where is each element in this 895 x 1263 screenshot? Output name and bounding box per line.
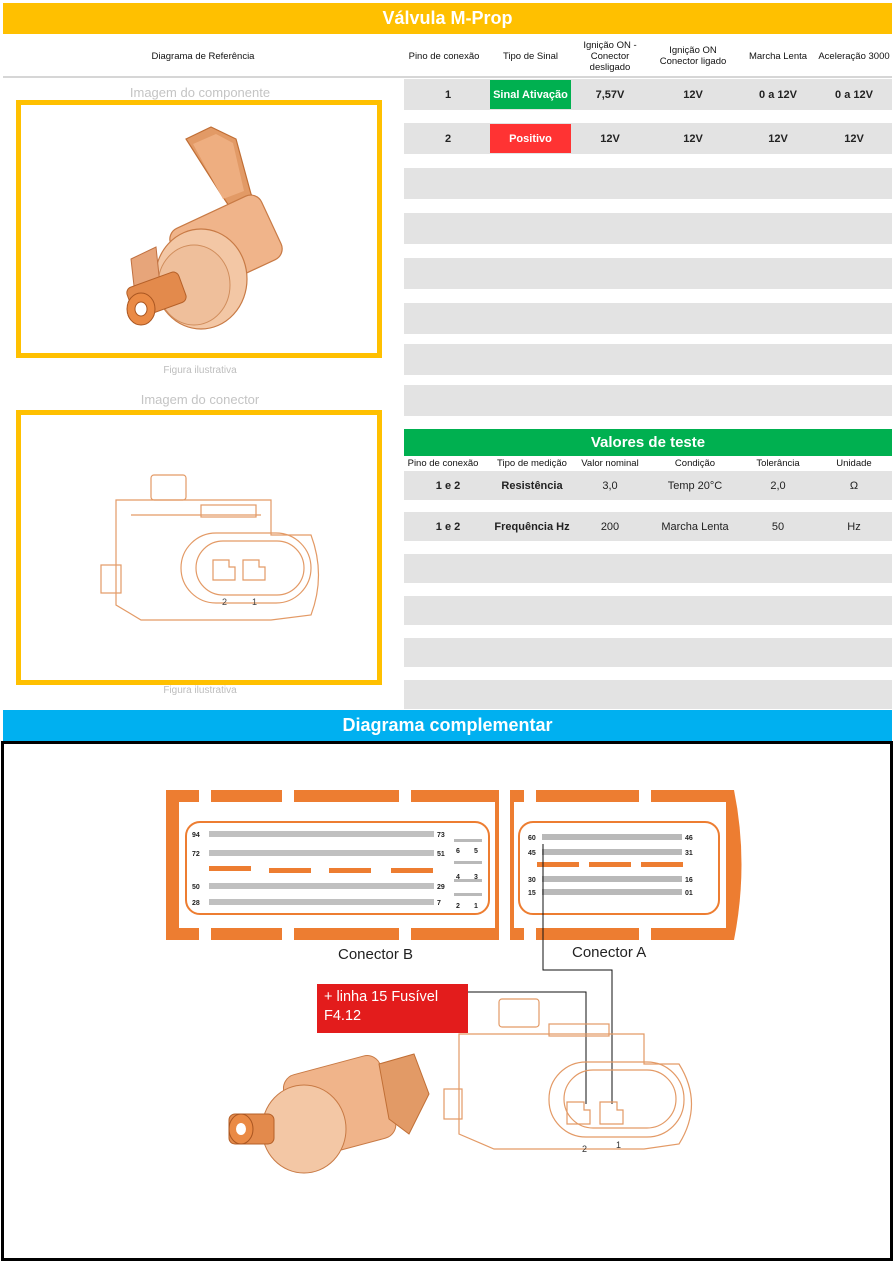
complementary-diagram (1, 741, 893, 1261)
col-signal-header: Tipo de Sinal (502, 50, 559, 62)
complementary-title: Diagrama complementar (3, 710, 892, 741)
pin-num-b: 28 (192, 900, 200, 907)
test-nominal-cell: 200 (600, 520, 620, 533)
idle-cell: 12V (768, 132, 788, 145)
connector-image-frame (16, 410, 382, 685)
empty-row (404, 344, 892, 375)
idle-cell: 0 a 12V (759, 88, 797, 101)
test-col-header: Tipo de medição (497, 458, 567, 469)
pin-num-b: 51 (437, 851, 445, 858)
connector-image-label: Imagem do conector (140, 392, 260, 407)
empty-row (404, 596, 892, 625)
component-caption: Figura ilustrativa (163, 365, 237, 376)
connector-illustration (21, 415, 377, 680)
test-tolerance-cell: 2,0 (770, 479, 786, 492)
pin-num-b: 94 (192, 832, 200, 839)
plug-pin-label-1: 1 (616, 1140, 622, 1150)
col-accel-header: Aceleração 3000 (818, 50, 890, 62)
test-pin-cell: 1 e 2 (435, 479, 461, 492)
test-unit-cell: Ω (849, 479, 859, 492)
connector-a-label: Conector A (572, 944, 647, 961)
pin-cell: 1 (444, 88, 452, 101)
pin-num-b: 1 (474, 903, 478, 910)
component-image-frame (16, 100, 382, 358)
pin-num-b: 50 (192, 884, 200, 891)
pin-cell: 2 (444, 132, 452, 145)
test-tolerance-cell: 50 (771, 520, 785, 533)
ign-on-cell: 12V (683, 88, 703, 101)
test-col-header: Tolerância (756, 458, 800, 469)
empty-row (404, 258, 892, 289)
component-image-label: Imagem do componente (129, 85, 271, 100)
pin-num-b: 72 (192, 851, 200, 858)
pin-num-b: 29 (437, 884, 445, 891)
signal-badge: Sinal Ativação (490, 80, 571, 109)
empty-row (404, 638, 892, 667)
ign-on-cell: 12V (683, 132, 703, 145)
pin-num-b: 4 (456, 874, 460, 881)
pin-num-a: 60 (528, 835, 536, 842)
table-row (404, 123, 892, 154)
pin-num-a: 31 (685, 850, 693, 857)
header-divider (3, 76, 892, 78)
col-pin-header: Pino de conexão (408, 50, 480, 62)
accel-cell: 12V (844, 132, 864, 145)
pin-num-a: 16 (685, 877, 693, 884)
test-unit-cell: Hz (847, 520, 861, 533)
test-col-header: Valor nominal (581, 458, 639, 469)
table-row (404, 471, 892, 500)
col-ign-off-header: Ignição ON - Conector desligado (583, 39, 637, 73)
empty-row (404, 168, 892, 199)
empty-row (404, 213, 892, 244)
fuse-label-line1: + linha 15 Fusível (324, 989, 439, 1005)
pin-num-b: 5 (474, 848, 478, 855)
table-row (404, 512, 892, 541)
pin-num-b: 73 (437, 832, 445, 839)
pin-num-a: 45 (528, 850, 536, 857)
test-col-header: Condição (674, 458, 716, 469)
pin-num-a: 15 (528, 890, 536, 897)
signal-badge: Positivo (490, 124, 571, 153)
test-values-title: Valores de teste (404, 429, 892, 456)
connector-b-label: Conector B (338, 946, 414, 963)
table-row (404, 79, 892, 110)
ign-off-cell: 12V (600, 132, 620, 145)
test-condition-cell: Marcha Lenta (661, 520, 729, 533)
test-condition-cell: Temp 20°C (667, 479, 723, 492)
empty-row (404, 554, 892, 583)
col-ign-on-header: Ignição ON Conector ligado (659, 45, 727, 67)
component-illustration (21, 105, 377, 353)
test-pin-cell: 1 e 2 (435, 520, 461, 533)
pin-num-b: 6 (456, 848, 460, 855)
empty-row (404, 680, 892, 709)
connector-caption: Figura ilustrativa (163, 685, 237, 696)
ign-off-cell: 7,57V (595, 88, 625, 101)
pin-num-b: 7 (437, 900, 441, 907)
test-type-cell: Frequência Hz (494, 520, 570, 533)
col-idle-header: Marcha Lenta (748, 50, 808, 62)
page-title: Válvula M-Prop (3, 3, 892, 34)
test-nominal-cell: 3,0 (602, 479, 618, 492)
pin-num-a: 30 (528, 877, 536, 884)
pin-num-a: 46 (685, 835, 693, 842)
fuse-label (317, 984, 468, 1033)
empty-row (404, 385, 892, 416)
fuse-label-line2: F4.12 (324, 1008, 362, 1024)
pin-num-b: 2 (456, 903, 460, 910)
reference-header: Diagrama de Referência (151, 50, 255, 62)
connector-pin-label-2: 2 (222, 597, 228, 607)
test-col-header: Pino de conexão (407, 458, 479, 469)
empty-row (404, 303, 892, 334)
accel-cell: 0 a 12V (835, 88, 873, 101)
plug-pin-label-2: 2 (582, 1144, 588, 1154)
pin-num-a: 01 (685, 890, 693, 897)
test-col-header: Unidade (836, 458, 872, 469)
connector-pin-label-1: 1 (252, 597, 258, 607)
pin-num-b: 3 (474, 874, 478, 881)
test-type-cell: Resistência (501, 479, 563, 492)
